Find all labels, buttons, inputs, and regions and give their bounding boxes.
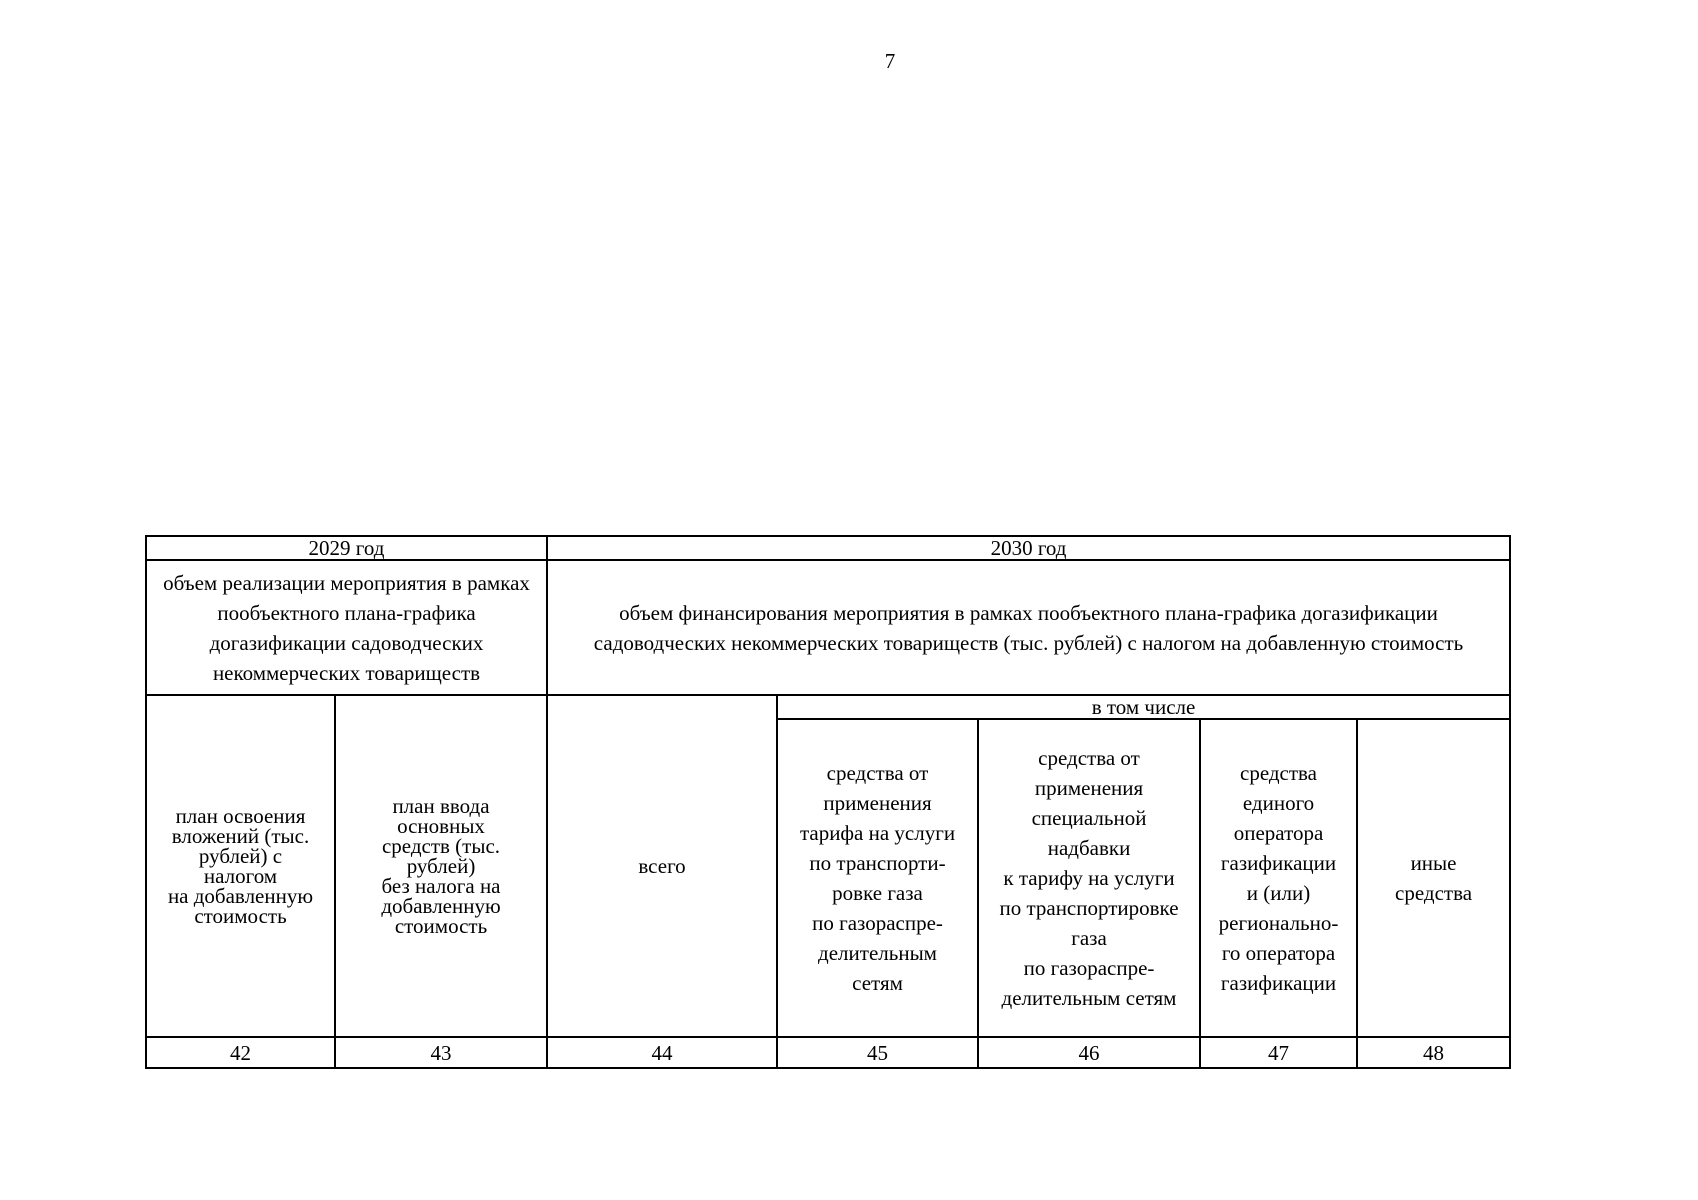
column-number-42: 42 — [146, 1037, 335, 1068]
column-number-48: 48 — [1357, 1037, 1510, 1068]
page-number: 7 — [884, 49, 896, 73]
group-2030-header: объем финансирования мероприятия в рамках пообъектного плана-графика догазификации садоводческих некоммерческих товариществ (тыс. рублей) с налогом на добавленную стоимость — [547, 560, 1510, 695]
column-number-46: 46 — [978, 1037, 1200, 1068]
column-header-45: средства от применения тарифа на услуги по транспорти- ровке газа по газораспре- делительным сетям — [777, 719, 978, 1037]
column-number-44: 44 — [547, 1037, 777, 1068]
column-header-43: план ввода основных средств (тыс. рублей) без налога на добавленную стоимость — [335, 695, 547, 1037]
including-header-row — [146, 695, 1510, 719]
year-2029-header: 2029 год — [146, 536, 547, 560]
group-2029-header: объем реализации мероприятия в рамках пообъектного плана-графика догазификации садоводческих некоммерческих товариществ — [146, 560, 547, 695]
column-number-43: 43 — [335, 1037, 547, 1068]
column-header-47: средства единого оператора газификации и (или) регионально- го оператора газификации — [1200, 719, 1357, 1037]
column-header-44: всего — [547, 695, 777, 1037]
data-table — [145, 535, 1511, 1069]
column-number-45: 45 — [777, 1037, 978, 1068]
column-header-48: иные средства — [1357, 719, 1510, 1037]
column-number-row — [146, 1037, 1510, 1068]
group-header-row — [146, 560, 1510, 695]
year-header-row — [146, 536, 1510, 560]
column-number-47: 47 — [1200, 1037, 1357, 1068]
column-header-46: средства от применения специальной надбавки к тарифу на услуги по транспортировке газа по газораспре- делительным сетям — [978, 719, 1200, 1037]
year-2030-header: 2030 год — [547, 536, 1510, 560]
column-header-42: план освоения вложений (тыс. рублей) с налогом на добавленную стоимость — [146, 695, 335, 1037]
including-header: в том числе — [777, 695, 1510, 719]
